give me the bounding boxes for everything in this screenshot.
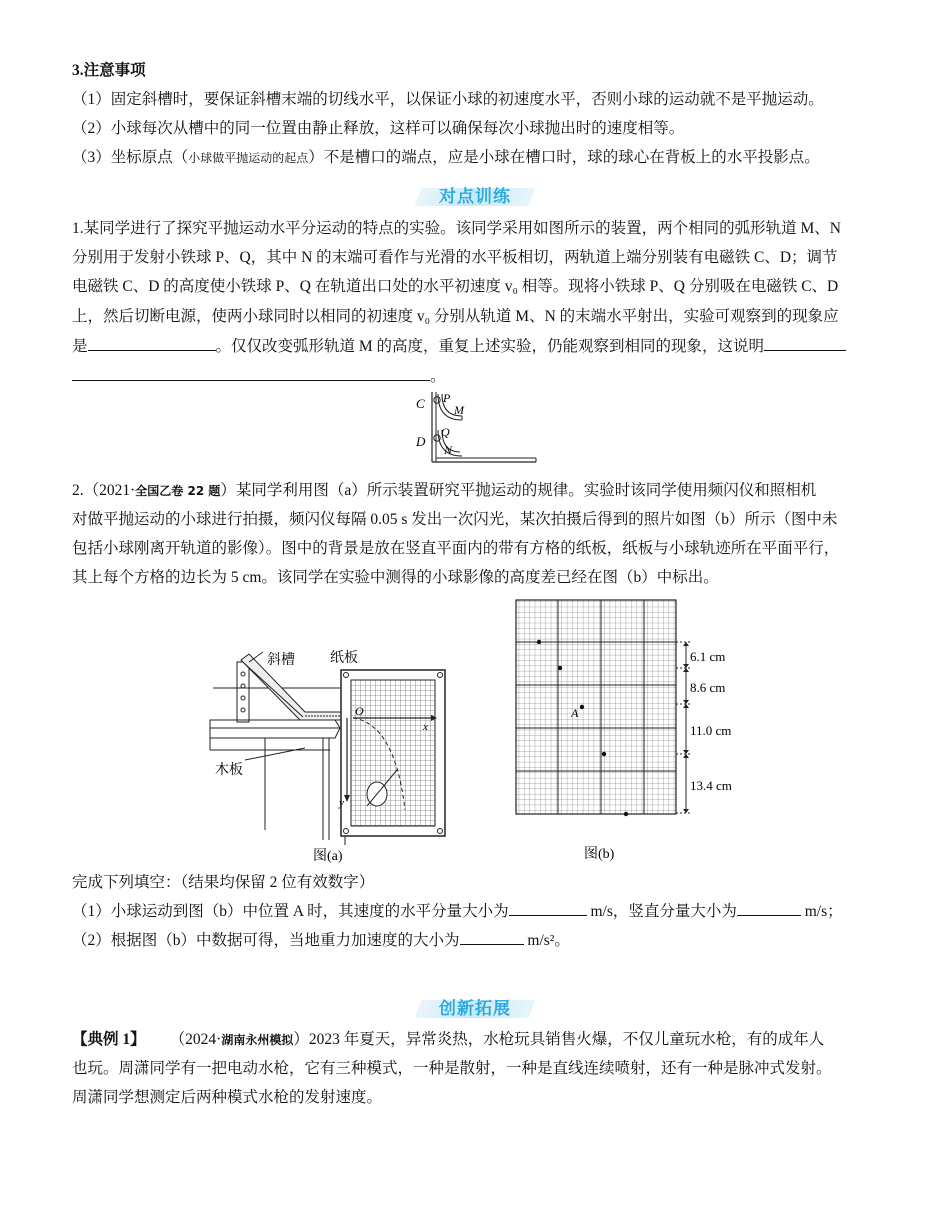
section-banner-extension-text: 创新拓展	[439, 999, 511, 1019]
figb-ball-1	[537, 640, 541, 644]
q1-ball-q	[434, 435, 440, 441]
figa-label-chute: 斜槽	[267, 653, 295, 668]
ex1-source-tag: 湖南永州模拟	[221, 1033, 294, 1047]
figb-ball-4	[602, 752, 606, 756]
q2-part-1	[72, 901, 843, 923]
figa-label-y: y	[339, 797, 344, 809]
notes-item-3-small: 小球做平抛运动的起点	[188, 151, 309, 165]
q1-line-2: 分别用于发射小铁球 P、Q，其中 N 的末端可看作与光滑的水平板相切，两轨道上端分别装有电磁铁 C、D；调节	[72, 249, 838, 266]
notes-item-3-a: （3）坐标原点（	[72, 149, 189, 166]
q1-label-c: C	[416, 396, 425, 411]
q2-line-1-a: 2.（2021·	[72, 482, 136, 499]
figb-label-a: A	[571, 706, 579, 720]
notes-item-3-b: ）不是槽口的端点，应是小球在槽口时，球的球心在背板上的水平投影点。	[308, 149, 820, 166]
ex1-line-3: 周潇同学想测定后两种模式水枪的发射速度。	[72, 1089, 383, 1106]
q2-figure-a	[205, 640, 460, 866]
figb-ball-5	[624, 812, 628, 816]
q1-line-6-end: 。	[430, 368, 446, 385]
q2-part-1-a: （1）小球运动到图（b）中位置 A 时，其速度的水平分量大小为	[72, 903, 509, 920]
figb-dim-2: 8.6 cm	[690, 680, 726, 695]
q1-label-m: M	[454, 403, 464, 417]
q2-line-1	[72, 480, 816, 502]
q1-answer-blank-1[interactable]	[88, 336, 216, 351]
q1-line-1: 1.某同学进行了探究平抛运动水平分运动的特点的实验。该同学采用如图所示的装置，两个相同的弧形轨道 M、N	[72, 220, 841, 237]
q2-part-1-c: m/s；	[800, 903, 843, 920]
q1-answer-blank-2b[interactable]	[72, 366, 430, 381]
q1-apparatus-figure	[410, 390, 540, 466]
q1-answer-blank-2a[interactable]	[764, 336, 846, 351]
ex1-line-1-b: ）2023 年夏天，异常炎热，水枪玩具销售火爆，不仅儿童玩水枪，有的成年人	[293, 1031, 825, 1048]
q2-line-3: 包括小球刚离开轨道的影像）。图中的背景是放在竖直平面内的带有方格的纸板，纸板与小球轨迹所在平面平行，	[72, 540, 840, 557]
figa-label-board: 纸板	[330, 651, 358, 666]
q2-answer-gravity[interactable]	[460, 930, 524, 945]
q1-line-6	[72, 366, 446, 388]
q2-line-2: 对做平抛运动的小球进行拍摄，频闪仪每隔 0.05 s 发出一次闪光，某次拍摄后得到的照片如图（b）所示（图中未	[72, 511, 838, 528]
figb-caption: 图(b)	[584, 847, 615, 862]
section-banner-extension	[418, 996, 532, 1022]
q2-part-2-b: m/s²。	[523, 932, 570, 949]
notes-item-3	[72, 147, 820, 169]
ex1-label: 【典例 1】	[72, 1031, 146, 1048]
q2-part-1-b: m/s，竖直分量大小为	[586, 903, 737, 920]
section-banner-practice-text: 对点训练	[439, 187, 511, 207]
q2-answer-vertical-velocity[interactable]	[737, 901, 801, 916]
ex1-line-2: 也玩。周潇同学有一把电动水枪，它有三种模式，一种是散射，一种是直线连续喷射，还有一种是脉冲式发射。	[72, 1060, 832, 1077]
q1-label-n: N	[444, 443, 453, 457]
figb-dim-3: 11.0 cm	[690, 723, 732, 738]
q1-line-4: 上，然后切断电源，使两小球同时以相同的初速度 v₀ 分别从轨道 M、N 的末端水平射出，实验可观察到的现象应	[72, 308, 839, 325]
figb-ball-a	[580, 705, 584, 709]
figa-label-origin: O	[355, 704, 364, 718]
figa-caption: 图(a)	[313, 849, 343, 864]
q1-line-5-a: 是	[72, 338, 88, 355]
figb-dim-4: 13.4 cm	[690, 778, 732, 793]
notes-item-1: （1）固定斜槽时，要保证斜槽末端的切线水平，以保证小球的初速度水平，否则小球的运动就不是平抛运动。	[72, 91, 824, 108]
figa-label-x: x	[423, 721, 428, 733]
q2-fill-intro: 完成下列填空：（结果均保留 2 位有效数字）	[72, 874, 375, 891]
q1-ball-p	[434, 397, 440, 403]
figb-dim-1: 6.1 cm	[690, 649, 726, 664]
section-banner-practice	[418, 184, 532, 210]
q2-source-tag: 全国乙卷 22 题	[135, 484, 221, 498]
q2-line-1-b: ）某同学利用图（a）所示装置研究平抛运动的规律。实验时该同学使用频闪仪和照相机	[220, 482, 817, 499]
notes-item-2: （2）小球每次从槽中的同一位置由静止释放，这样可以确保每次小球抛出时的速度相等。	[72, 120, 685, 137]
q1-line-5	[72, 336, 846, 358]
notes-heading: 3.注意事项	[72, 62, 146, 79]
q1-line-3: 电磁铁 C、D 的高度使小铁球 P、Q 在轨道出口处的水平初速度 v₀ 相等。现将小铁球 P、Q 分别吸在电磁铁 C、D	[72, 278, 839, 295]
q2-line-4: 其上每个方格的边长为 5 cm。该同学在实验中测得的小球影像的高度差已经在图（b）中标出。	[72, 569, 719, 586]
q1-line-5-b: 。仅仅改变弧形轨道 M 的高度，重复上述实验，仍能观察到相同的现象，这说明	[215, 338, 765, 355]
ex1-open: （2024·	[169, 1031, 222, 1048]
q2-part-2	[72, 930, 570, 952]
ex1-line-1	[72, 1029, 824, 1051]
q1-label-q: Q	[441, 425, 450, 439]
figa-label-wood: 木板	[215, 763, 243, 778]
q2-answer-horizontal-velocity[interactable]	[509, 901, 587, 916]
q1-label-d: D	[416, 434, 426, 449]
q1-label-p: P	[443, 391, 451, 405]
q2-part-2-a: （2）根据图（b）中数据可得，当地重力加速度的大小为	[72, 932, 460, 949]
q2-figure-b	[508, 596, 768, 866]
figb-ball-2	[558, 666, 562, 670]
